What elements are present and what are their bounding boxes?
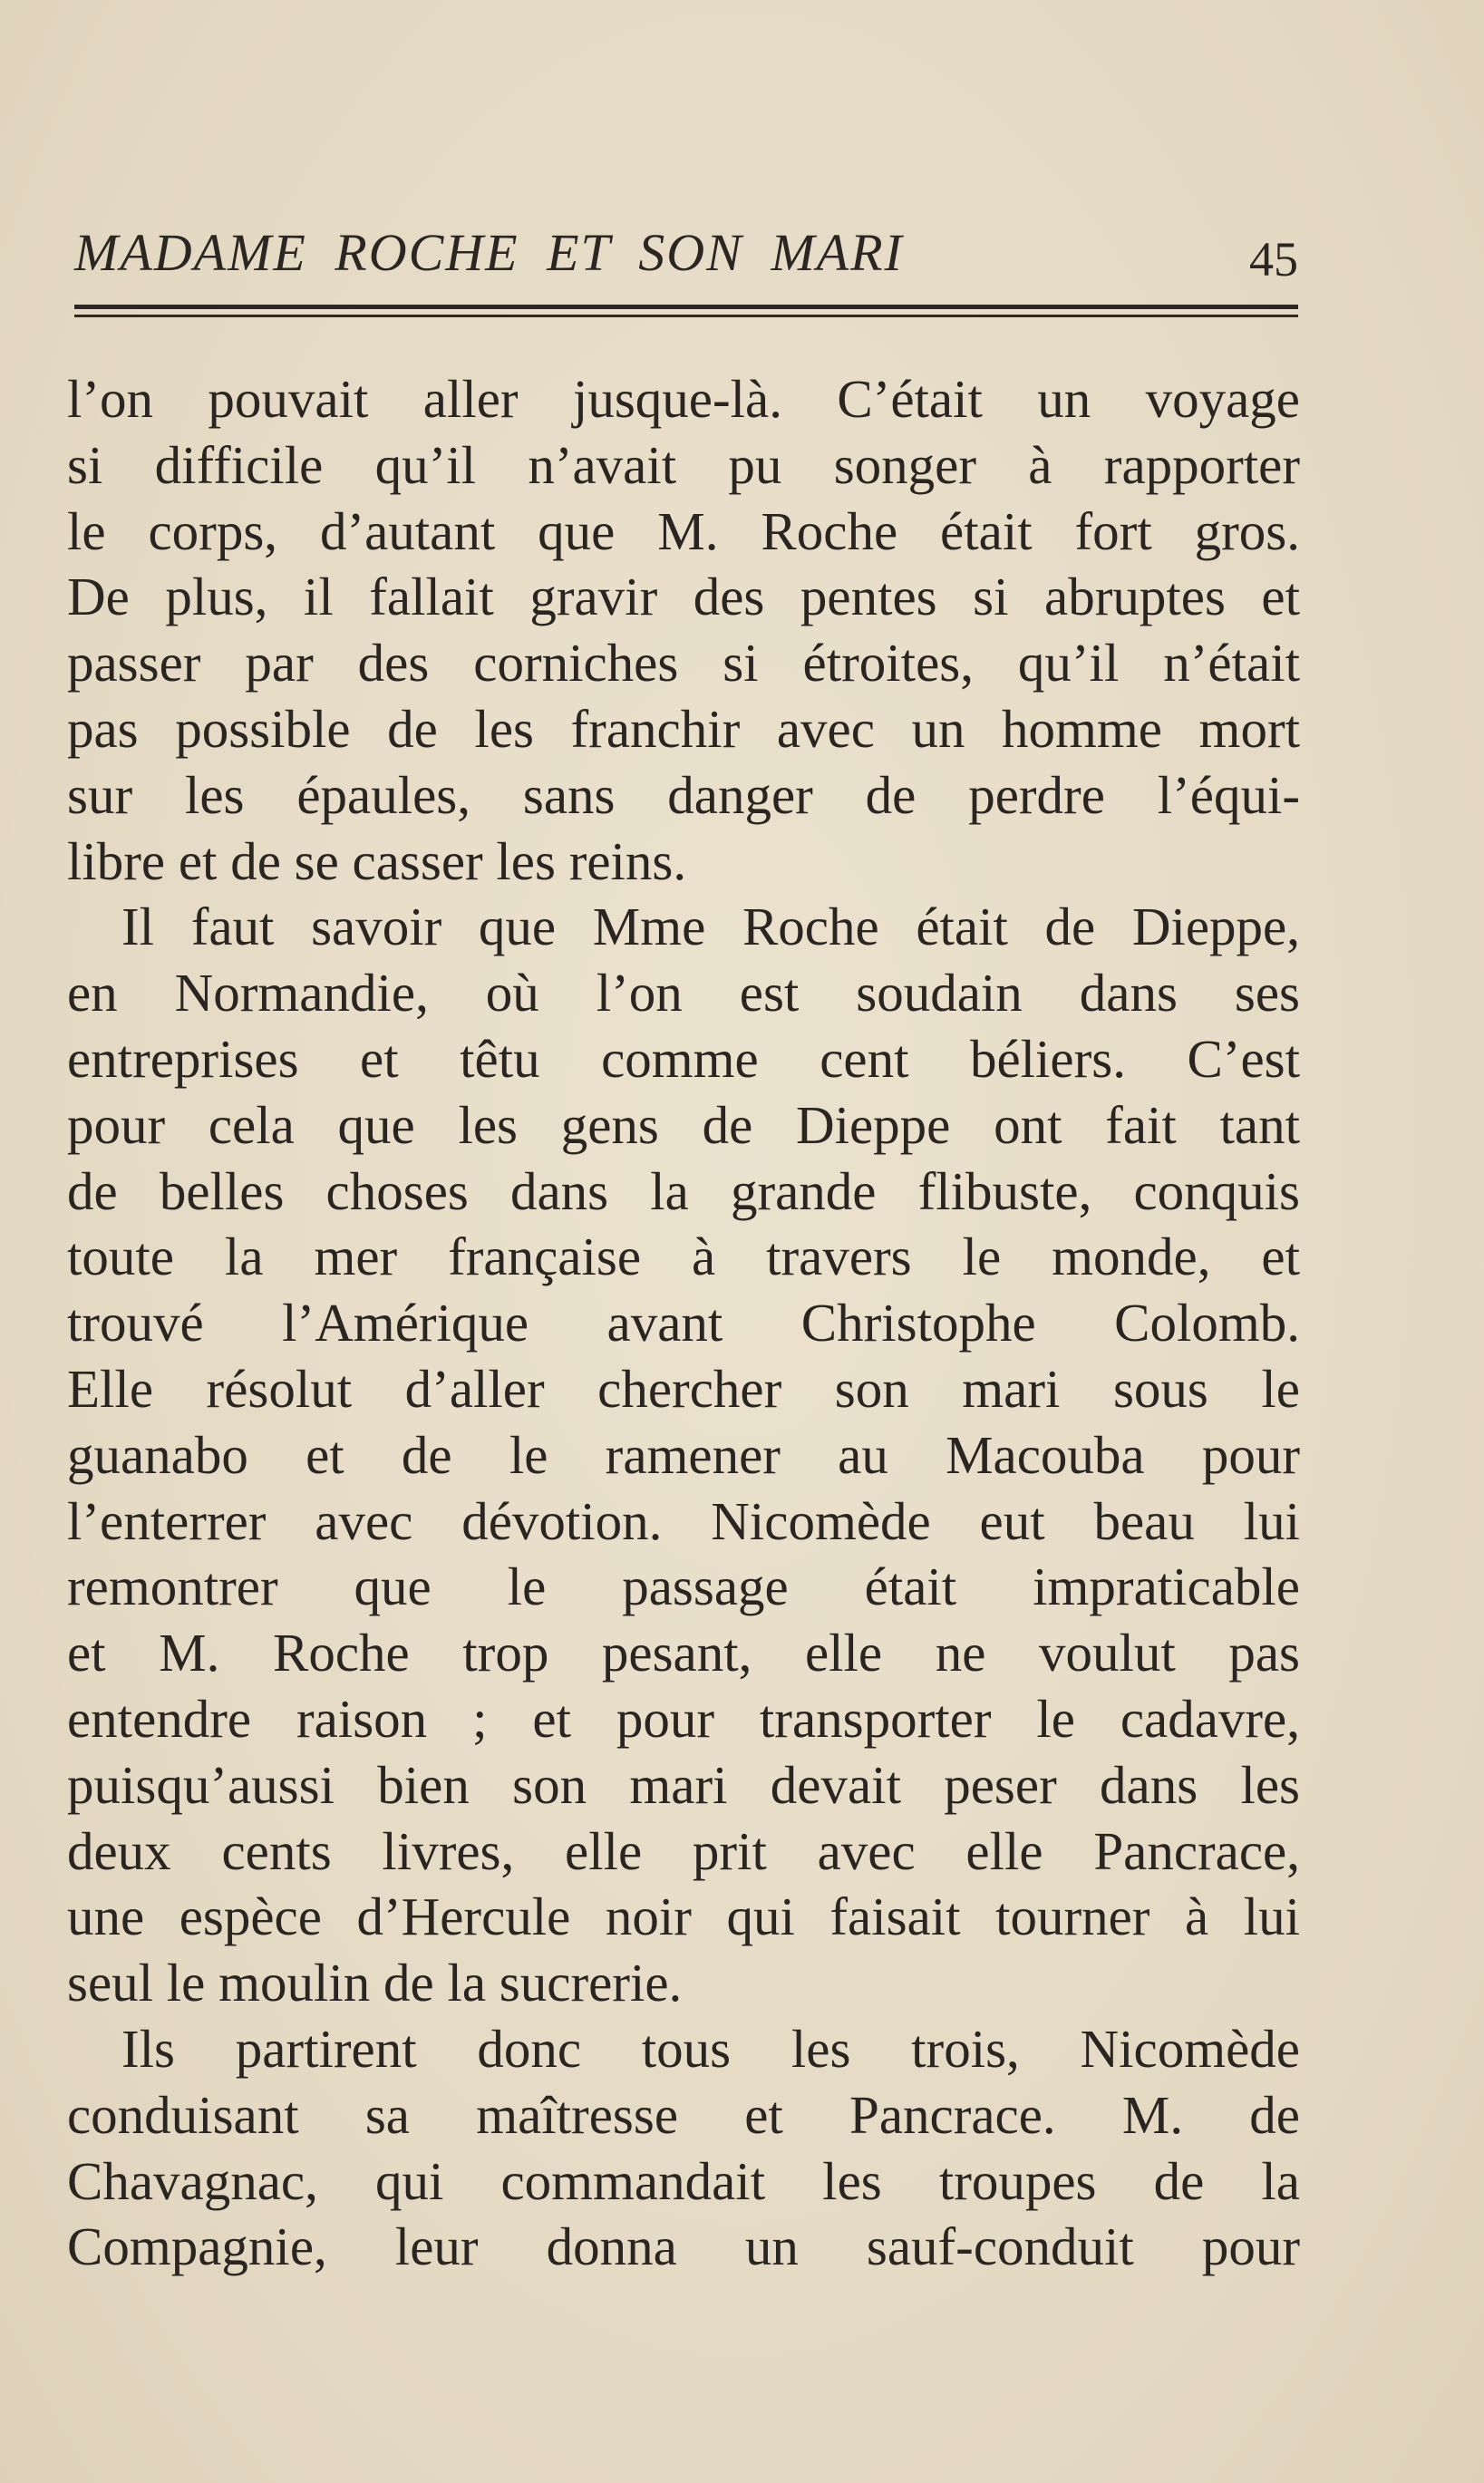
text-line: pas possible de les franchir avec un homme mort <box>67 698 1300 759</box>
text-line: Ils partirent donc tous les trois, Nicomède <box>121 2018 1300 2079</box>
text-line: pour cela que les gens de Dieppe ont fait tant <box>67 1094 1300 1155</box>
text-line: l’on pouvait aller jusque-là. C’était un voyage <box>67 369 1300 429</box>
text-line: passer par des corniches si étroites, qu’il n’était <box>67 633 1300 693</box>
text-line: entreprises et têtu comme cent béliers. C’est <box>67 1028 1300 1089</box>
text-line: conduisant sa maîtresse et Pancrace. M. de <box>67 2084 1300 2145</box>
text-line: une espèce d’Hercule noir qui faisait tourner à lui <box>67 1886 1300 1947</box>
text-line: deux cents livres, elle prit avec elle Pancrace, <box>67 1820 1300 1881</box>
page-header <box>74 222 1298 286</box>
text-line: De plus, il fallait gravir des pentes si abruptes et <box>67 567 1300 627</box>
text-line: entendre raison ; et pour transporter le cadavre, <box>67 1688 1300 1749</box>
text-line: remontrer que le passage était impraticable <box>67 1557 1300 1617</box>
text-line: libre et de se casser les reins. <box>67 830 687 891</box>
text-line: trouvé l’Amérique avant Christophe Colomb. <box>67 1293 1300 1353</box>
text-line: guanabo et de le ramener au Macouba pour <box>67 1424 1300 1485</box>
running-title: MADAME ROCHE ET SON MARI <box>74 223 904 282</box>
text-line: si difficile qu’il n’avait pu songer à rapporter <box>67 434 1300 495</box>
text-line: en Normandie, où l’on est soudain dans ses <box>67 963 1300 1023</box>
body-text <box>67 366 1300 2280</box>
page-number: 45 <box>1249 232 1298 286</box>
text-line: Elle résolut d’aller chercher son mari sous le <box>67 1358 1300 1419</box>
text-line: sur les épaules, sans danger de perdre l’équi- <box>67 764 1300 825</box>
text-line: toute la mer française à travers le monde, et <box>67 1227 1300 1287</box>
text-line: Chavagnac, qui commandait les troupes de la <box>67 2150 1300 2211</box>
text-line: Il faut savoir que Mme Roche était de Dieppe, <box>121 897 1300 957</box>
text-line: Compagnie, leur donna un sauf-conduit pour <box>67 2216 1300 2277</box>
text-line: seul le moulin de la sucrerie. <box>67 1953 683 2013</box>
text-line: de belles choses dans la grande flibuste, conquis <box>67 1160 1300 1221</box>
text-line: puisqu’aussi bien son mari devait peser dans les <box>67 1754 1300 1815</box>
text-line: le corps, d’autant que M. Roche était fort gros. <box>67 500 1300 561</box>
text-line: et M. Roche trop pesant, elle ne voulut pas <box>67 1623 1300 1683</box>
text-line: l’enterrer avec dévotion. Nicomède eut beau lui <box>67 1490 1300 1551</box>
header-rule <box>74 305 1298 317</box>
